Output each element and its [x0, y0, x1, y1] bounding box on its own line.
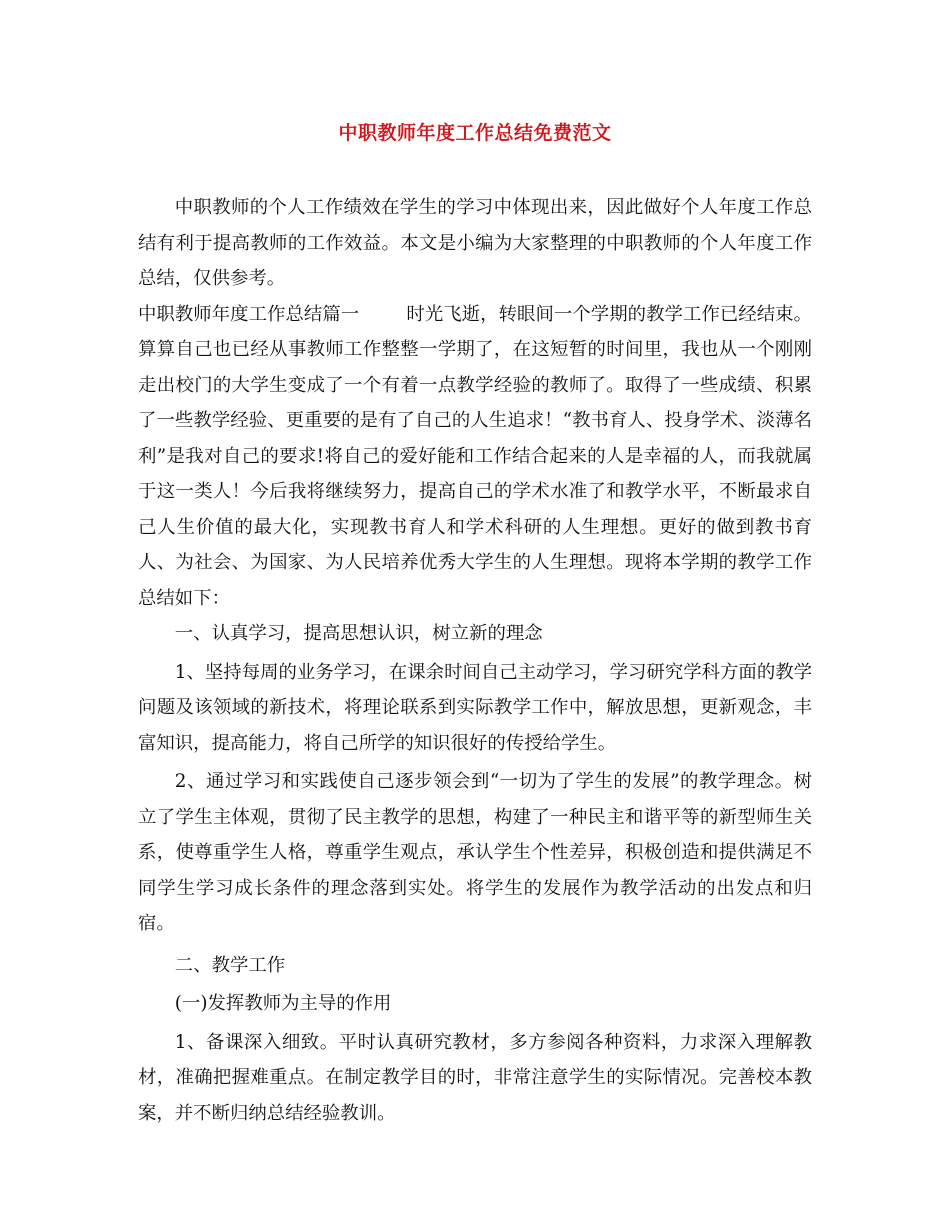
section-spacer	[359, 304, 406, 325]
section-paragraph	[138, 297, 812, 617]
heading-1: 一、认真学习，提高思想认识，树立新的理念	[174, 623, 543, 644]
section-body: 时光飞逝，转眼间一个学期的教学工作已经结束。算算自己也已经从事教师工作整整一学期了，在这短暂的时间里，我也从一个刚刚走出校门的大学生变成了一个有着一点教学经验的教师了。取得了一些成绩、积累了一些教学经验、更重要的是有了自己的人生追求！“教书育人、投身学术、淡薄名利”是我对自己的要求!将自己的爱好能和工作结合起来的人是幸福的人，而我就属于这一类人！今后我将继续努力，提高自己的学术水准了和教学水平，不断最求自己人生价值的最大化，实现教书育人和学术科研的人生理想。更好的做到教书育人、为社会、为国家、为人民培养优秀大学生的人生理想。现将本学期的教学工作总结如下：	[138, 303, 812, 609]
item-1-1: 1、坚持每周的业务学习，在课余时间自己主动学习，学习研究学科方面的教学问题及该领域的新技术，将理论联系到实际教学工作中，解放思想，更新观念，丰富知识，提高能力，将自己所学的知识很好的传授给学生。	[138, 661, 812, 754]
heading-2: 二、教学工作	[174, 954, 286, 976]
item-2-1: 1、备课深入细致。平时认真研究教材，多方参阅各种资料，力求深入理解教材，准确把握难重点。在制定教学目的时，非常注意学生的实际情况。完善校本教案，并不断归纳总结经验教训。	[138, 1031, 812, 1124]
section-label: 中职教师年度工作总结篇一	[138, 303, 360, 325]
item-1-2: 2、通过学习和实践使自己逐步领会到“一切为了学生的发展”的教学理念。树立了学生主体观，贯彻了民主教学的思想，构建了一种民主和谐平等的新型师生关系，使尊重学生人格，尊重学生观点，承认学生个性差异，积极创造和提供满足不同学生学习成长条件的理念落到实处。将学生的发展作为教学活动的出发点和归宿。	[138, 771, 812, 934]
document-title: 中职教师年度工作总结免费范文	[338, 122, 612, 144]
intro-paragraph: 中职教师的个人工作绩效在学生的学习中体现出来，因此做好个人年度工作总结有利于提高教师的工作效益。本文是小编为大家整理的中职教师的个人年度工作总结，仅供参考。	[138, 197, 812, 289]
subheading-2-1: (一)发挥教师为主导的作用	[174, 993, 392, 1014]
